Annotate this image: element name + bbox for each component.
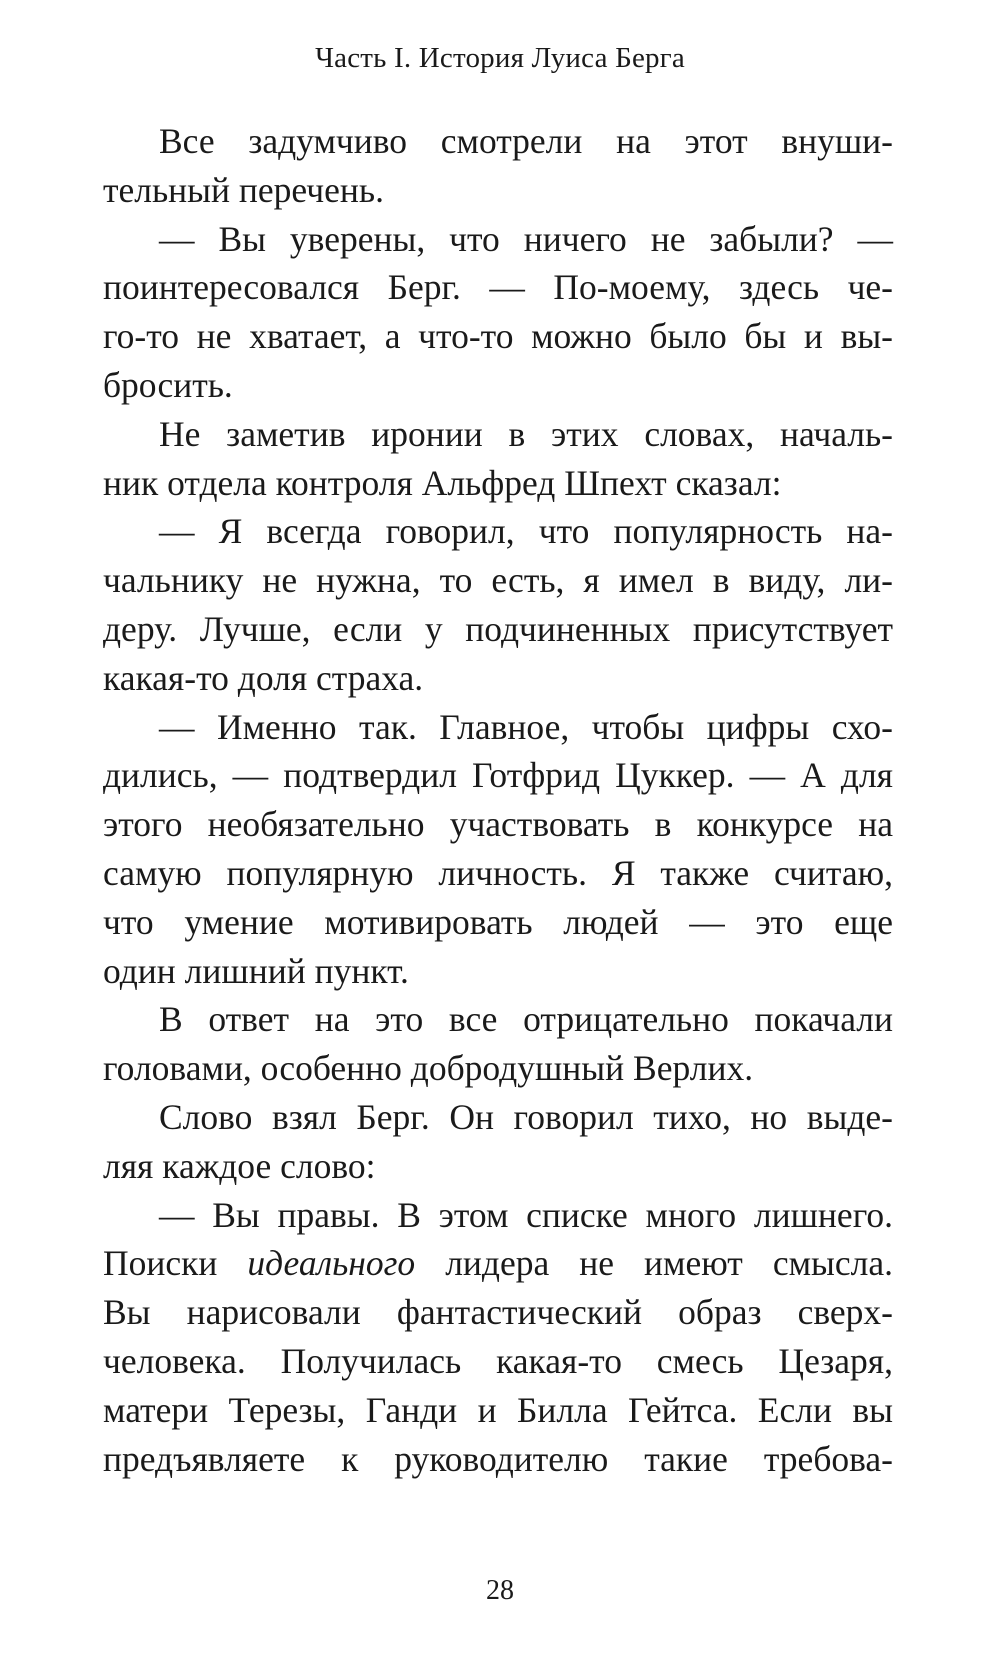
text-line: Вы нарисовали фантастический образ сверх- [103,1292,893,1333]
text-segment: Поиски [103,1243,248,1284]
text-line: дились, — подтвердил Готфрид Цуккер. — А для [103,755,893,796]
text-line: ник отдела контроля Альфред Шпехт сказал: [103,462,782,503]
text-line: го-то не хватает, а что-то можно было бы и вы- [103,316,893,357]
text-line: поинтересовался Берг. — По-моему, здесь че- [103,267,893,308]
page-number: 28 [486,1575,514,1606]
text-segment: лидера не имеют смысла. [415,1243,893,1284]
running-header: Часть I. История Луиса Берга [315,42,685,74]
text-line: — Именно так. Главное, чтобы цифры схо- [159,706,893,747]
italic-emphasis: идеального [247,1243,416,1284]
text-line: что умение мотивировать людей — это еще [103,901,893,942]
text-line: тельный перечень. [103,169,384,210]
body-text [103,117,893,1483]
text-line: деру. Лучше, если у подчиненных присутствует [103,608,893,649]
text-line: матери Терезы, Ганди и Билла Гейтса. Если вы [103,1389,893,1430]
text-line: — Вы правы. В этом списке много лишнего. [159,1194,893,1235]
text-line: Не заметив иронии в этих словах, началь- [159,413,893,454]
text-line: головами, особенно добродушный Верлих. [103,1048,754,1089]
text-line [103,1239,893,1288]
text-line: бросить. [103,364,233,405]
text-line: чальнику не нужна, то есть, я имел в виду, ли- [103,560,893,601]
text-line: — Вы уверены, что ничего не забыли? — [159,218,893,259]
text-line: человека. Получилась какая-то смесь Цезаря, [103,1340,893,1381]
text-line: один лишний пункт. [103,950,409,991]
text-line: предъявляете к руководителю такие требова- [103,1438,893,1479]
text-line: В ответ на это все отрицательно покачали [159,999,893,1040]
text-line: какая-то доля страха. [103,657,424,698]
text-line: этого необязательно участвовать в конкурсе на [103,804,893,845]
text-line: ляя каждое слово: [103,1145,376,1186]
text-line: самую популярную личность. Я также считаю, [103,852,893,893]
text-line: Все задумчиво смотрели на этот внуши- [159,121,893,161]
text-line: — Я всегда говорил, что популярность на- [159,511,893,552]
text-line: Слово взял Берг. Он говорил тихо, но выде- [159,1096,893,1137]
